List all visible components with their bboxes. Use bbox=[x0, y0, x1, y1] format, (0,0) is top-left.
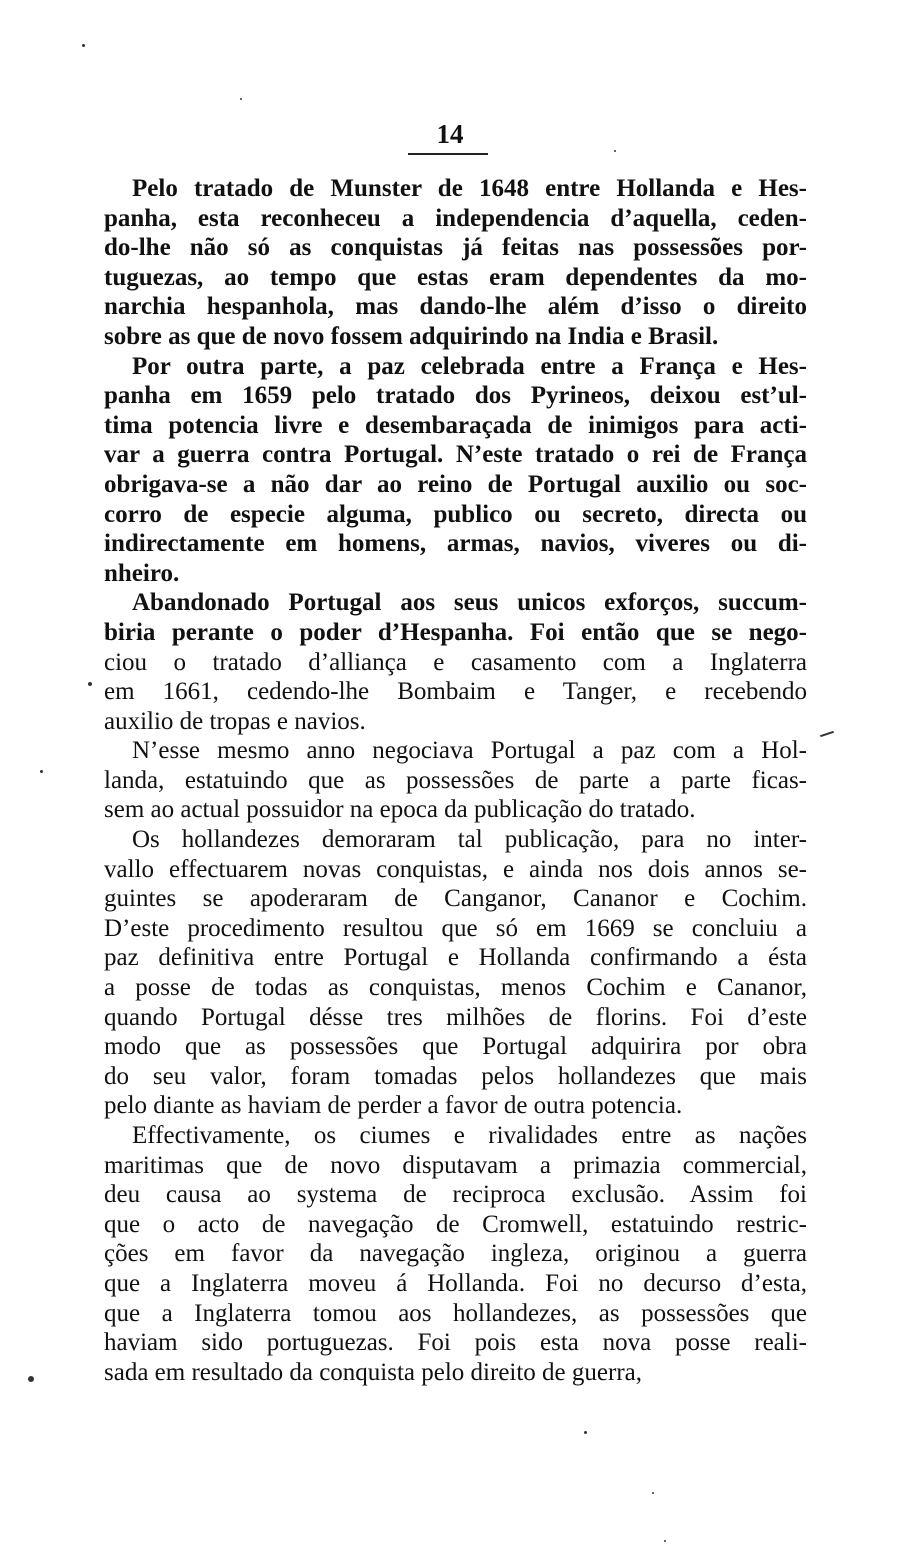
scan-speck bbox=[88, 682, 92, 686]
scan-speck bbox=[584, 1431, 587, 1434]
body-text bbox=[104, 174, 807, 1387]
text-line: que a Inglaterra tomou aos hollandezes, as possessões que bbox=[104, 1299, 807, 1327]
text-line: Os hollandezes demoraram tal publicação, para no inter- bbox=[132, 826, 807, 854]
text-line: paz definitiva entre Portugal e Hollanda confirmando a ésta bbox=[104, 944, 807, 972]
text-line: biria perante o poder d’Hespanha. Foi então que se nego- bbox=[104, 618, 807, 646]
text-line: maritimas que de novo disputavam a primazia commercial, bbox=[104, 1151, 807, 1179]
text-line: em 1661, cedendo-lhe Bombaim e Tanger, e recebendo bbox=[104, 678, 807, 706]
text-line: quando Portugal désse tres milhões de florins. Foi d’este bbox=[104, 1003, 807, 1031]
text-line: Pelo tratado de Munster de 1648 entre Hollanda e Hes- bbox=[132, 175, 807, 202]
text-line: panha em 1659 pelo tratado dos Pyrineos, deixou est’ul- bbox=[104, 382, 807, 410]
text-line: landa, estatuindo que as possessões de parte a parte ficas- bbox=[104, 766, 807, 794]
text-line: Abandonado Portugal aos seus unicos exforços, succum- bbox=[132, 589, 807, 617]
text-line: haviam sido portuguezas. Foi pois esta nova posse reali- bbox=[104, 1329, 807, 1357]
text-line: do seu valor, foram tomadas pelos hollandezes que mais bbox=[104, 1062, 807, 1090]
text-line: sem ao actual possuidor na epoca da publicação do tratado. bbox=[104, 796, 696, 824]
text-line: que o acto de navegação de Cromwell, estatuindo restric- bbox=[104, 1210, 807, 1238]
text-line: a posse de todas as conquistas, menos Cochim e Cananor, bbox=[104, 974, 807, 1002]
text-line: corro de especie alguma, publico ou secreto, directa ou bbox=[104, 500, 807, 528]
text-line: ções em favor da navegação ingleza, originou a guerra bbox=[104, 1240, 807, 1268]
page-number: 14 bbox=[436, 119, 464, 149]
text-line: ciou o tratado d’alliança e casamento com a Inglaterra bbox=[104, 648, 807, 676]
text-line: modo que as possessões que Portugal adquirira por obra bbox=[104, 1033, 807, 1061]
text-line: Effectivamente, os ciumes e rivalidades entre as nações bbox=[132, 1122, 807, 1149]
text-line: indirectamente em homens, armas, navios, viveres ou di- bbox=[104, 530, 807, 558]
text-line: obrigava-se a não dar ao reino de Portugal auxilio ou soc- bbox=[104, 470, 807, 498]
text-line: guintes se apoderaram de Canganor, Cananor e Cochim. bbox=[104, 885, 807, 913]
text-line: Por outra parte, a paz celebrada entre a França e Hes- bbox=[132, 352, 807, 380]
text-line: pelo diante as haviam de perder a favor de outra potencia. bbox=[104, 1092, 683, 1120]
text-line: que a Inglaterra moveu á Hollanda. Foi no decurso d’esta, bbox=[104, 1269, 807, 1297]
text-line: do-lhe não só as conquistas já feitas nas possessões por- bbox=[104, 234, 807, 262]
text-line: auxilio de tropas e navios. bbox=[104, 707, 366, 735]
text-line: var a guerra contra Portugal. N’este tratado o rei de França bbox=[104, 441, 807, 469]
page-number-rule bbox=[408, 153, 488, 155]
text-line: D’este procedimento resultou que só em 1669 se concluiu a bbox=[104, 914, 807, 942]
scan-speck bbox=[40, 770, 43, 773]
scan-speck bbox=[240, 98, 242, 100]
text-line: N’esse mesmo anno negociava Portugal a paz com a Hol- bbox=[132, 737, 807, 765]
scan-speck bbox=[664, 1540, 666, 1542]
text-line: sada em resultado da conquista pelo direito de guerra, bbox=[104, 1358, 643, 1386]
text-line: panha, esta reconheceu a independencia d’aquella, ceden- bbox=[104, 204, 807, 232]
text-line: deu causa ao systema de reciproca exclusão. Assim foi bbox=[104, 1181, 807, 1209]
scan-speck bbox=[28, 1376, 34, 1382]
text-line: nheiro. bbox=[104, 559, 180, 587]
scan-speck bbox=[82, 44, 85, 47]
text-line: sobre as que de novo fossem adquirindo na India e Brasil. bbox=[104, 322, 719, 350]
scan-stray-mark bbox=[820, 731, 834, 737]
scan-speck bbox=[652, 1492, 654, 1494]
text-line: narchia hespanhola, mas dando-lhe além d’isso o direito bbox=[104, 293, 807, 321]
scan-speck bbox=[614, 150, 616, 152]
text-line: tuguezas, ao tempo que estas eram dependentes da mo- bbox=[104, 263, 807, 291]
text-line: tima potencia livre e desembaraçada de inimigos para acti- bbox=[104, 411, 807, 439]
text-line: vallo effectuarem novas conquistas, e ainda nos dois annos se- bbox=[104, 855, 807, 883]
